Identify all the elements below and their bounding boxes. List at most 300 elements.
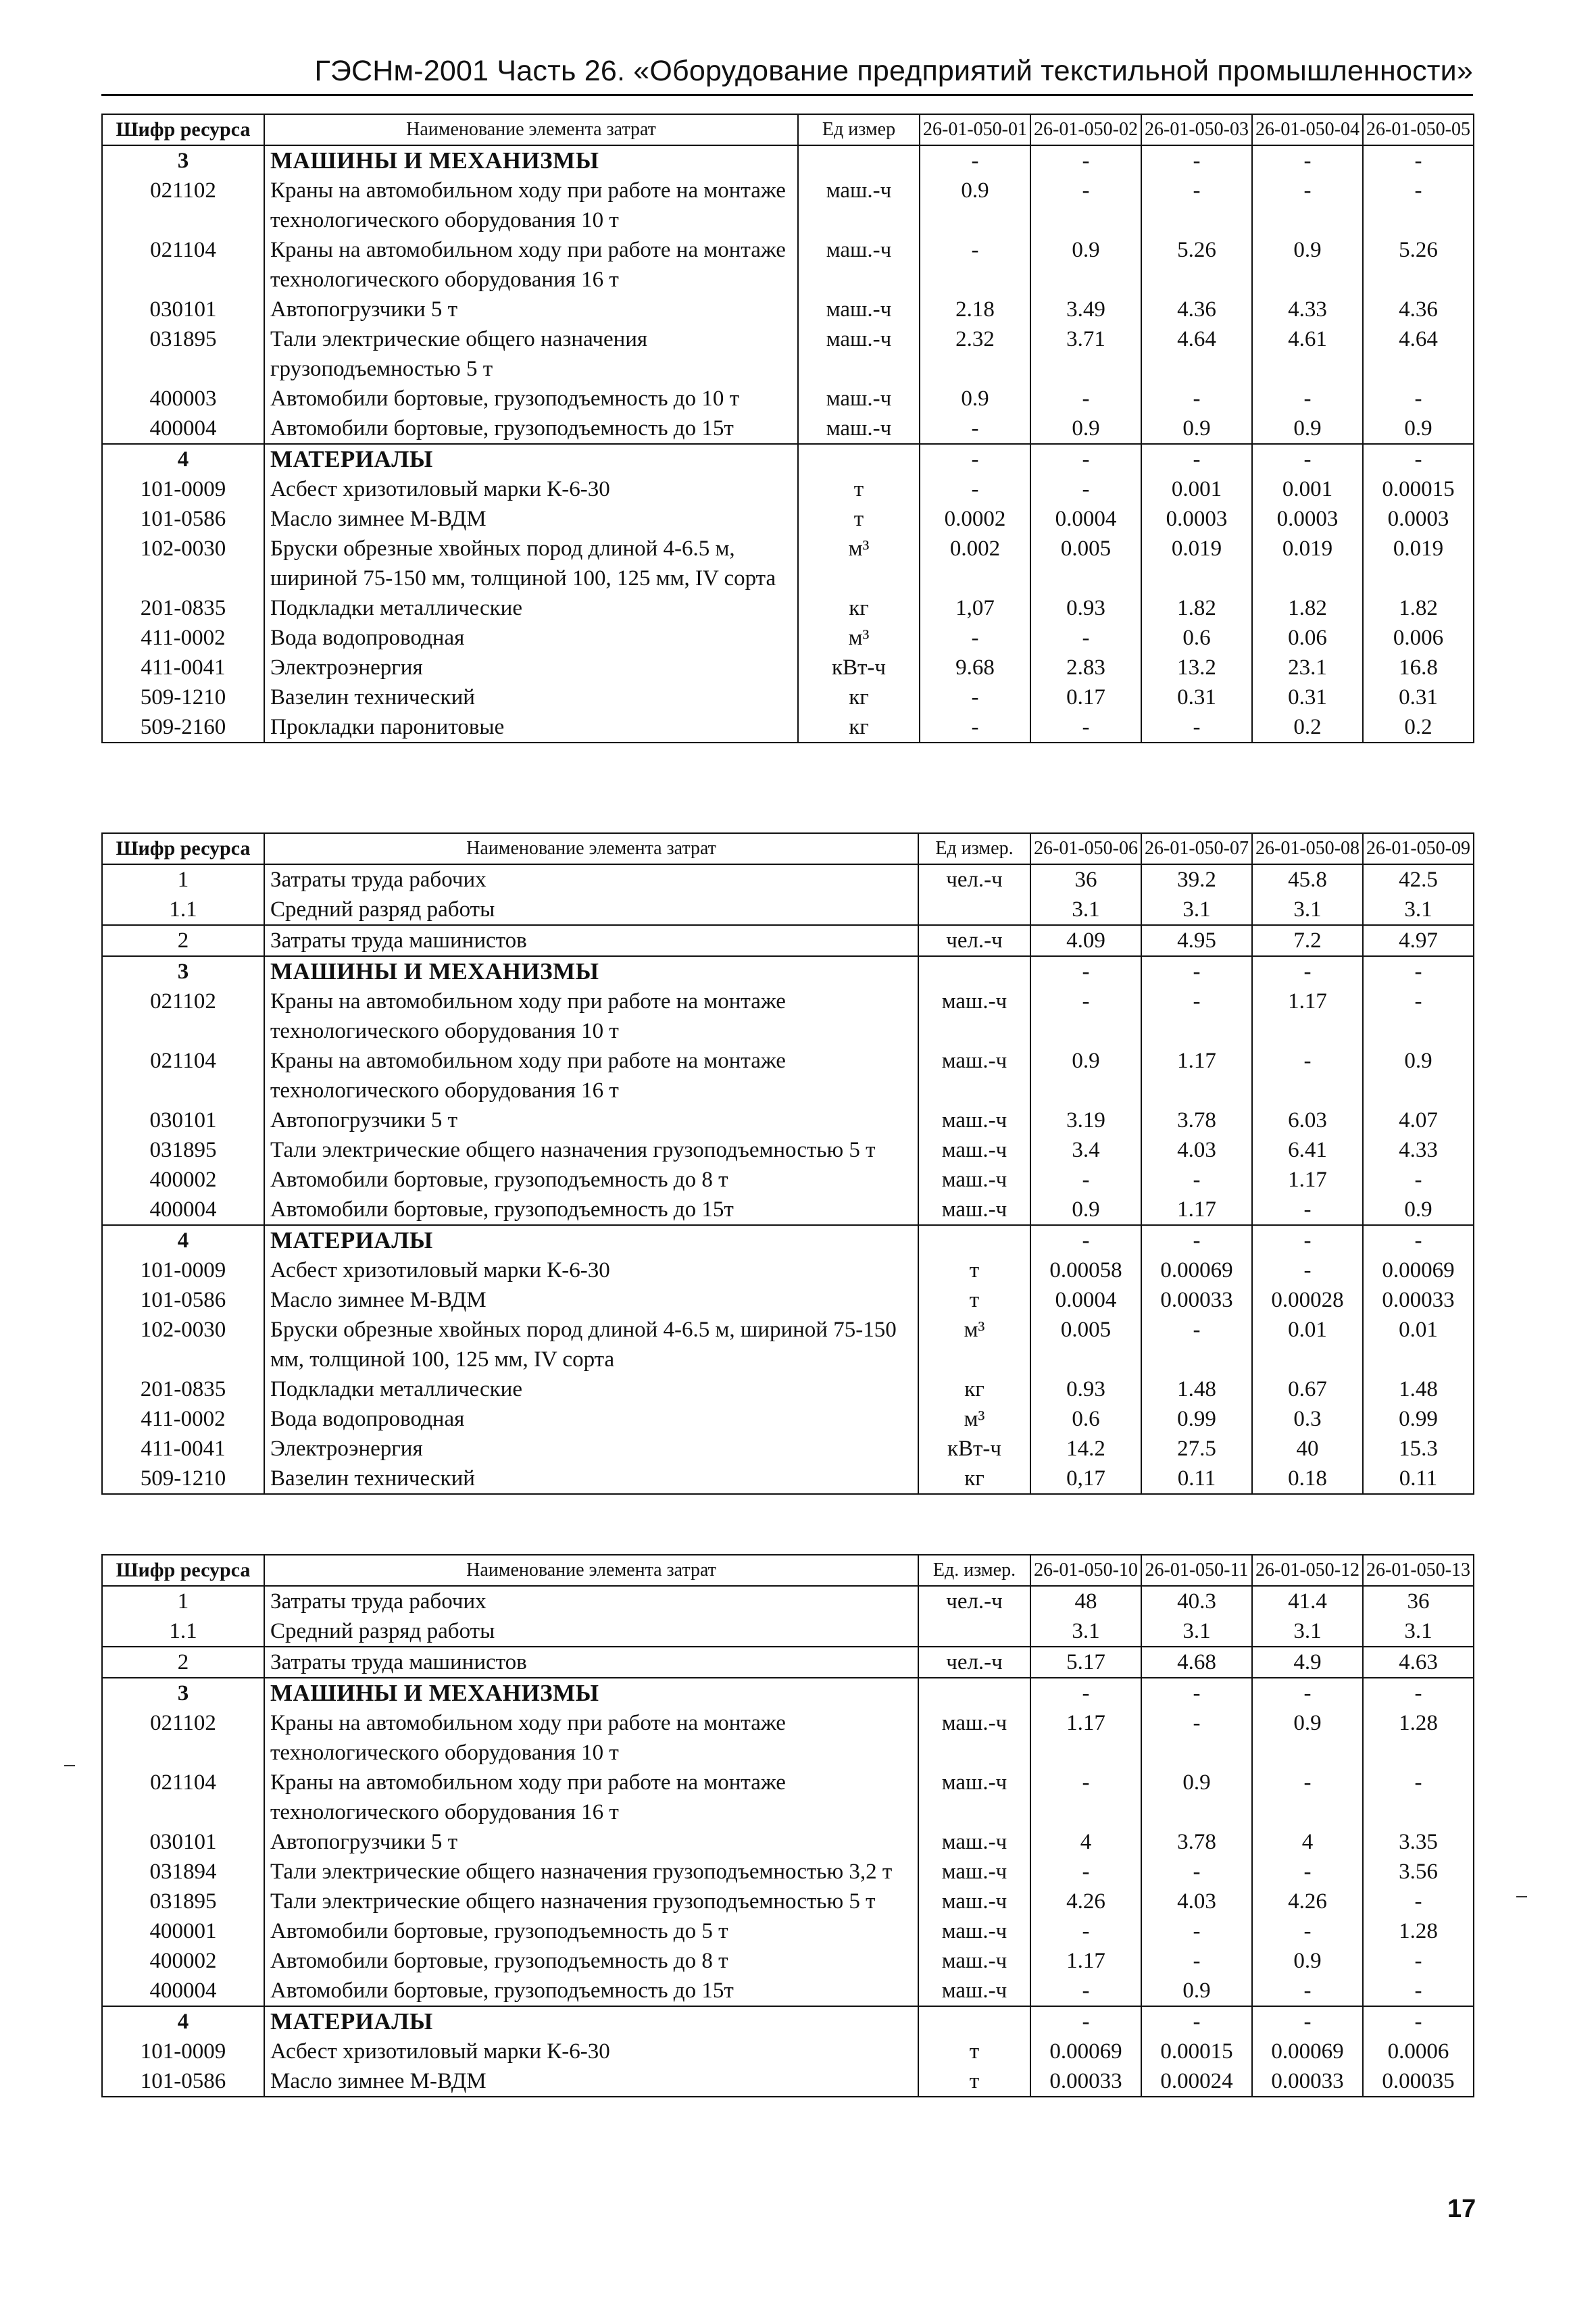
header-row xyxy=(102,1555,1474,1586)
resource-table-2 xyxy=(101,832,1474,1495)
header-unit: Ед. измер. xyxy=(918,1555,1030,1586)
rate-value: - xyxy=(1030,1768,1141,1827)
rate-value: 0.00028 xyxy=(1252,1285,1363,1315)
resource-code: 411-0002 xyxy=(102,623,264,653)
rate-value: 0.9 xyxy=(1252,1946,1363,1976)
rate-value: 0.6 xyxy=(1030,1404,1141,1434)
table-row xyxy=(102,534,1474,593)
rate-value: 0.00033 xyxy=(1252,2066,1363,2097)
cost-element-name: Автомобили бортовые, грузоподъемность до 15т xyxy=(264,1195,918,1225)
header-rate-code: 26-01-050-04 xyxy=(1252,114,1363,145)
section-row xyxy=(102,2006,1474,2037)
rate-value: - xyxy=(1030,1678,1141,1708)
rate-value: 0.002 xyxy=(920,534,1030,593)
rate-value: 3.4 xyxy=(1030,1135,1141,1165)
unit-of-measure: маш.-ч xyxy=(918,987,1030,1046)
unit-of-measure: маш.-ч xyxy=(918,1135,1030,1165)
rate-value: - xyxy=(1030,145,1141,176)
rate-value: 1.82 xyxy=(1252,593,1363,623)
cost-element-name: Масло зимнее М-ВДМ xyxy=(264,2066,918,2097)
unit-of-measure: маш.-ч xyxy=(918,1916,1030,1946)
unit-of-measure: маш.-ч xyxy=(798,414,920,444)
rate-value: 16.8 xyxy=(1363,653,1474,682)
rate-value: - xyxy=(1141,384,1252,414)
rate-value: 5.26 xyxy=(1363,235,1474,295)
rate-value: 0.0004 xyxy=(1030,1285,1141,1315)
rate-value: - xyxy=(1030,1976,1141,2006)
cost-element-name: Асбест хризотиловый марки К-6-30 xyxy=(264,2037,918,2066)
header-rate-code: 26-01-050-02 xyxy=(1030,114,1141,145)
rate-value: - xyxy=(1363,2006,1474,2037)
rate-value: 9.68 xyxy=(920,653,1030,682)
resource-code: 021102 xyxy=(102,1708,264,1768)
rate-value: 13.2 xyxy=(1141,653,1252,682)
rate-value: 3.56 xyxy=(1363,1857,1474,1887)
cost-element-name: Подкладки металлические xyxy=(264,1374,918,1404)
resource-table-3 xyxy=(101,1554,1474,2097)
resource-code: 509-1210 xyxy=(102,682,264,712)
resource-code: 031894 xyxy=(102,1857,264,1887)
rate-value: 3.1 xyxy=(1030,895,1141,925)
rate-value: 7.2 xyxy=(1252,925,1363,956)
rate-value: - xyxy=(920,145,1030,176)
rate-value: - xyxy=(1252,444,1363,474)
unit-of-measure: маш.-ч xyxy=(918,1105,1030,1135)
resource-code: 4 xyxy=(102,444,264,474)
unit-of-measure: маш.-ч xyxy=(798,295,920,324)
rate-value: - xyxy=(1030,1857,1141,1887)
rate-value: - xyxy=(1252,384,1363,414)
header-rate-code: 26-01-050-05 xyxy=(1363,114,1474,145)
cost-element-name: Краны на автомобильном ходу при работе на монтаже технологического оборудования 10 т xyxy=(264,1708,918,1768)
cost-element-name: Вазелин технический xyxy=(264,1464,918,1494)
resource-code: 021104 xyxy=(102,1768,264,1827)
rate-value: - xyxy=(1141,1225,1252,1255)
rate-value: 0.00069 xyxy=(1252,2037,1363,2066)
section-row xyxy=(102,1225,1474,1255)
unit-of-measure: маш.-ч xyxy=(798,176,920,235)
rate-value: - xyxy=(1363,145,1474,176)
cost-element-name: Бруски обрезные хвойных пород длиной 4-6.5 м, шириной 75-150 мм, толщиной 100, 125 мм, IV сорта xyxy=(264,534,798,593)
rate-value: 4.63 xyxy=(1363,1647,1474,1678)
table-body xyxy=(102,145,1474,743)
unit-of-measure: кг xyxy=(798,682,920,712)
resource-code: 4 xyxy=(102,1225,264,1255)
resource-code: 021104 xyxy=(102,235,264,295)
rate-value: 0.00015 xyxy=(1363,474,1474,504)
rate-value: 0.3 xyxy=(1252,1404,1363,1434)
rate-value: 4.95 xyxy=(1141,925,1252,956)
resource-code: 400002 xyxy=(102,1165,264,1195)
cost-element-name: Автомобили бортовые, грузоподъемность до 5 т xyxy=(264,1916,918,1946)
unit-of-measure: т xyxy=(918,2037,1030,2066)
rate-value: 0.0003 xyxy=(1141,504,1252,534)
cost-element-name: Тали электрические общего назначения грузоподъемностью 5 т xyxy=(264,324,798,384)
page-header xyxy=(101,51,1473,96)
rate-value: - xyxy=(1141,987,1252,1046)
resource-code: 1.1 xyxy=(102,895,264,925)
resource-code: 101-0586 xyxy=(102,1285,264,1315)
table-row xyxy=(102,295,1474,324)
rate-value: - xyxy=(1363,1946,1474,1976)
rate-value: 1.17 xyxy=(1030,1708,1141,1768)
rate-value: - xyxy=(1363,1887,1474,1916)
resource-code: 509-1210 xyxy=(102,1464,264,1494)
rate-value: 15.3 xyxy=(1363,1434,1474,1464)
rate-value: 0.6 xyxy=(1141,623,1252,653)
rate-value: 4.33 xyxy=(1252,295,1363,324)
resource-code: 021102 xyxy=(102,987,264,1046)
cost-element-name: Затраты труда машинистов xyxy=(264,1647,918,1678)
section-row xyxy=(102,444,1474,474)
cost-element-name: Тали электрические общего назначения грузоподъемностью 3,2 т xyxy=(264,1857,918,1887)
cost-element-name: Вода водопроводная xyxy=(264,623,798,653)
rate-value: 2.32 xyxy=(920,324,1030,384)
table-row xyxy=(102,235,1474,295)
margin-tick-right xyxy=(1516,1896,1527,1897)
rate-value: 40 xyxy=(1252,1434,1363,1464)
unit-of-measure: маш.-ч xyxy=(918,1827,1030,1857)
rate-value: - xyxy=(1363,956,1474,987)
rate-value: - xyxy=(1363,384,1474,414)
resource-code: 201-0835 xyxy=(102,593,264,623)
table-row xyxy=(102,1647,1474,1678)
rate-value: - xyxy=(920,414,1030,444)
rate-value: 4.33 xyxy=(1363,1135,1474,1165)
rate-value: 3.78 xyxy=(1141,1827,1252,1857)
cost-element-name: Асбест хризотиловый марки К-6-30 xyxy=(264,1255,918,1285)
rate-value: - xyxy=(1141,712,1252,743)
header-rate-code: 26-01-050-01 xyxy=(920,114,1030,145)
rate-value: 14.2 xyxy=(1030,1434,1141,1464)
rate-value: 0.93 xyxy=(1030,593,1141,623)
rate-value: - xyxy=(1141,176,1252,235)
rate-value: - xyxy=(1141,1946,1252,1976)
cost-element-name: МАТЕРИАЛЫ xyxy=(264,2006,918,2037)
rate-value: 3.71 xyxy=(1030,324,1141,384)
rate-value: - xyxy=(1030,176,1141,235)
rate-value: 0.00033 xyxy=(1363,1285,1474,1315)
rate-value: 0.9 xyxy=(1363,1195,1474,1225)
unit-of-measure: т xyxy=(918,1285,1030,1315)
rate-value: 1.28 xyxy=(1363,1708,1474,1768)
cost-element-name: МАТЕРИАЛЫ xyxy=(264,1225,918,1255)
header-rate-code: 26-01-050-11 xyxy=(1141,1555,1252,1586)
header-rate-code: 26-01-050-13 xyxy=(1363,1555,1474,1586)
resource-code: 1.1 xyxy=(102,1616,264,1647)
table-row xyxy=(102,384,1474,414)
rate-value: 0.9 xyxy=(1363,414,1474,444)
rate-value: 0.17 xyxy=(1030,682,1141,712)
unit-of-measure: маш.-ч xyxy=(918,1857,1030,1887)
resource-code: 400004 xyxy=(102,414,264,444)
table-row xyxy=(102,1768,1474,1827)
unit-of-measure xyxy=(798,444,920,474)
table-row xyxy=(102,1315,1474,1374)
cost-element-name: Затраты труда машинистов xyxy=(264,925,918,956)
resource-code: 101-0586 xyxy=(102,2066,264,2097)
unit-of-measure: чел.-ч xyxy=(918,1647,1030,1678)
rate-value: 0.06 xyxy=(1252,623,1363,653)
cost-element-name: Масло зимнее М-ВДМ xyxy=(264,504,798,534)
cost-element-name: МАТЕРИАЛЫ xyxy=(264,444,798,474)
cost-element-name: Автомобили бортовые, грузоподъемность до 10 т xyxy=(264,384,798,414)
rate-value: - xyxy=(1030,712,1141,743)
rate-value: 0.93 xyxy=(1030,1374,1141,1404)
table-row xyxy=(102,682,1474,712)
margin-tick-left xyxy=(64,1765,75,1766)
table-row xyxy=(102,474,1474,504)
rate-value: - xyxy=(1252,1976,1363,2006)
rate-value: - xyxy=(920,682,1030,712)
cost-element-name: Автомобили бортовые, грузоподъемность до 8 т xyxy=(264,1165,918,1195)
unit-of-measure: чел.-ч xyxy=(918,925,1030,956)
rate-value: - xyxy=(1141,1678,1252,1708)
rate-value: - xyxy=(1141,1165,1252,1195)
rate-value: 0.2 xyxy=(1252,712,1363,743)
table-row xyxy=(102,1586,1474,1616)
rate-value: - xyxy=(1252,1046,1363,1105)
rate-value: 0.0003 xyxy=(1363,504,1474,534)
page-title: ГЭСНм-2001 Часть 26. «Оборудование предприятий текстильной промышленности» xyxy=(314,55,1473,87)
rate-value: 1.82 xyxy=(1363,593,1474,623)
unit-of-measure: кг xyxy=(798,593,920,623)
table-row xyxy=(102,1105,1474,1135)
rate-value: 0.9 xyxy=(1030,1046,1141,1105)
rate-value: 0.9 xyxy=(1141,1768,1252,1827)
rate-value: 0.31 xyxy=(1141,682,1252,712)
unit-of-measure: маш.-ч xyxy=(918,1946,1030,1976)
rate-value: - xyxy=(1252,1857,1363,1887)
unit-of-measure: маш.-ч xyxy=(918,1708,1030,1768)
rate-value: 1,07 xyxy=(920,593,1030,623)
rate-value: - xyxy=(1141,444,1252,474)
rate-value: 0.67 xyxy=(1252,1374,1363,1404)
rate-value: - xyxy=(1141,1315,1252,1374)
rate-value: 6.03 xyxy=(1252,1105,1363,1135)
table-row xyxy=(102,1916,1474,1946)
rate-value: - xyxy=(1141,1857,1252,1887)
rate-value: - xyxy=(1363,1678,1474,1708)
cost-element-name: Электроэнергия xyxy=(264,653,798,682)
rate-value: 0.00069 xyxy=(1030,2037,1141,2066)
rate-value: 0.11 xyxy=(1141,1464,1252,1494)
header-code: Шифр ресурса xyxy=(102,114,264,145)
cost-element-name: МАШИНЫ И МЕХАНИЗМЫ xyxy=(264,145,798,176)
rate-value: 1.17 xyxy=(1252,987,1363,1046)
rate-value: 3.19 xyxy=(1030,1105,1141,1135)
resource-code: 021104 xyxy=(102,1046,264,1105)
resource-table-1 xyxy=(101,114,1474,743)
rate-value: 39.2 xyxy=(1141,864,1252,895)
table-row xyxy=(102,593,1474,623)
unit-of-measure: т xyxy=(798,504,920,534)
rate-value: 0.001 xyxy=(1141,474,1252,504)
rate-value: 5.26 xyxy=(1141,235,1252,295)
unit-of-measure: маш.-ч xyxy=(918,1976,1030,2006)
rate-value: - xyxy=(1030,956,1141,987)
header-unit: Ед измер xyxy=(798,114,920,145)
resource-code: 101-0009 xyxy=(102,474,264,504)
rate-value: 0.005 xyxy=(1030,1315,1141,1374)
table-row xyxy=(102,1046,1474,1105)
rate-value: 0.11 xyxy=(1363,1464,1474,1494)
table-row xyxy=(102,864,1474,895)
resource-code: 102-0030 xyxy=(102,1315,264,1374)
resource-code: 400004 xyxy=(102,1195,264,1225)
rate-value: 1.48 xyxy=(1141,1374,1252,1404)
cost-element-name: Краны на автомобильном ходу при работе на монтаже технологического оборудования 10 т xyxy=(264,987,918,1046)
rate-value: 6.41 xyxy=(1252,1135,1363,1165)
rate-value: 42.5 xyxy=(1363,864,1474,895)
table-row xyxy=(102,1135,1474,1165)
rate-value: 4.03 xyxy=(1141,1887,1252,1916)
rate-value: - xyxy=(1141,1916,1252,1946)
unit-of-measure: маш.-ч xyxy=(798,384,920,414)
rate-value: - xyxy=(920,623,1030,653)
rate-value: - xyxy=(1030,1165,1141,1195)
rate-value: - xyxy=(1141,1708,1252,1768)
rate-value: - xyxy=(1252,1225,1363,1255)
rate-value: 1.17 xyxy=(1030,1946,1141,1976)
rate-value: 0.9 xyxy=(1141,414,1252,444)
table-row xyxy=(102,1195,1474,1225)
rate-value: 27.5 xyxy=(1141,1434,1252,1464)
resource-code: 3 xyxy=(102,1678,264,1708)
section-row xyxy=(102,1678,1474,1708)
cost-element-name: Средний разряд работы xyxy=(264,1616,918,1647)
unit-of-measure: маш.-ч xyxy=(918,1165,1030,1195)
resource-code: 411-0041 xyxy=(102,1434,264,1464)
table-row xyxy=(102,1464,1474,1494)
rate-value: 5.17 xyxy=(1030,1647,1141,1678)
rate-value: 36 xyxy=(1030,864,1141,895)
cost-element-name: Прокладки паронитовые xyxy=(264,712,798,743)
rate-value: - xyxy=(1363,1225,1474,1255)
rate-value: 3.1 xyxy=(1363,1616,1474,1647)
header-name: Наименование элемента затрат xyxy=(264,1555,918,1586)
rate-value: 0.9 xyxy=(1252,1708,1363,1768)
unit-of-measure xyxy=(918,1678,1030,1708)
rate-value: 0.9 xyxy=(1141,1976,1252,2006)
table-row xyxy=(102,653,1474,682)
rate-value: 3.1 xyxy=(1363,895,1474,925)
cost-element-name: Автомобили бортовые, грузоподъемность до 15т xyxy=(264,1976,918,2006)
rate-value: 1.48 xyxy=(1363,1374,1474,1404)
resource-code: 400004 xyxy=(102,1976,264,2006)
rate-value: 1.17 xyxy=(1141,1046,1252,1105)
rate-value: - xyxy=(1252,1916,1363,1946)
table-row xyxy=(102,1976,1474,2006)
header-rate-code: 26-01-050-08 xyxy=(1252,833,1363,864)
unit-of-measure: м³ xyxy=(798,623,920,653)
rate-value: 0.9 xyxy=(1030,414,1141,444)
table-row xyxy=(102,324,1474,384)
rate-value: 0.9 xyxy=(1252,235,1363,295)
resource-code: 2 xyxy=(102,925,264,956)
rate-value: 0.00035 xyxy=(1363,2066,1474,2097)
rate-value: - xyxy=(1030,1916,1141,1946)
rate-value: 0.31 xyxy=(1363,682,1474,712)
rate-value: 2.83 xyxy=(1030,653,1141,682)
rate-value: 0.9 xyxy=(1252,414,1363,444)
cost-element-name: Тали электрические общего назначения грузоподъемностью 5 т xyxy=(264,1135,918,1165)
resource-code: 030101 xyxy=(102,1827,264,1857)
rate-value: 0.31 xyxy=(1252,682,1363,712)
header-rate-code: 26-01-050-10 xyxy=(1030,1555,1141,1586)
unit-of-measure xyxy=(918,1616,1030,1647)
rate-value: - xyxy=(1363,444,1474,474)
table-row xyxy=(102,1255,1474,1285)
rate-value: - xyxy=(920,474,1030,504)
rate-value: - xyxy=(1363,176,1474,235)
header-rate-code: 26-01-050-09 xyxy=(1363,833,1474,864)
resource-code: 031895 xyxy=(102,324,264,384)
rate-value: 4.26 xyxy=(1030,1887,1141,1916)
rate-value: 36 xyxy=(1363,1586,1474,1616)
unit-of-measure: т xyxy=(918,2066,1030,2097)
header-rate-code: 26-01-050-06 xyxy=(1030,833,1141,864)
rate-value: 0.0006 xyxy=(1363,2037,1474,2066)
rate-value: 0.9 xyxy=(920,176,1030,235)
cost-element-name: Краны на автомобильном ходу при работе на монтаже технологического оборудования 16 т xyxy=(264,1768,918,1827)
rate-value: 1.17 xyxy=(1141,1195,1252,1225)
rate-value: 3.49 xyxy=(1030,295,1141,324)
resource-code: 101-0586 xyxy=(102,504,264,534)
cost-element-name: Автопогрузчики 5 т xyxy=(264,295,798,324)
resource-code: 400001 xyxy=(102,1916,264,1946)
rate-value: 0.00033 xyxy=(1141,1285,1252,1315)
unit-of-measure: т xyxy=(918,1255,1030,1285)
table-row xyxy=(102,712,1474,743)
rate-value: 0.019 xyxy=(1252,534,1363,593)
rate-value: - xyxy=(1030,474,1141,504)
cost-element-name: Бруски обрезные хвойных пород длиной 4-6.5 м, шириной 75-150 мм, толщиной 100, 125 мм, IV сорта xyxy=(264,1315,918,1374)
unit-of-measure: чел.-ч xyxy=(918,864,1030,895)
header-row xyxy=(102,114,1474,145)
rate-value: 4.36 xyxy=(1363,295,1474,324)
table-row xyxy=(102,1374,1474,1404)
resource-code: 400002 xyxy=(102,1946,264,1976)
rate-value: 4.26 xyxy=(1252,1887,1363,1916)
header-rate-code: 26-01-050-03 xyxy=(1141,114,1252,145)
resource-code: 1 xyxy=(102,864,264,895)
cost-element-name: Масло зимнее М-ВДМ xyxy=(264,1285,918,1315)
table-row xyxy=(102,504,1474,534)
resource-code: 201-0835 xyxy=(102,1374,264,1404)
rate-value: - xyxy=(1141,2006,1252,2037)
rate-value: 0.0004 xyxy=(1030,504,1141,534)
header-code: Шифр ресурса xyxy=(102,1555,264,1586)
unit-of-measure: м³ xyxy=(918,1315,1030,1374)
header-rate-code: 26-01-050-12 xyxy=(1252,1555,1363,1586)
unit-of-measure: маш.-ч xyxy=(918,1195,1030,1225)
unit-of-measure: кг xyxy=(918,1464,1030,1494)
rate-value: 1.28 xyxy=(1363,1916,1474,1946)
rate-value: 23.1 xyxy=(1252,653,1363,682)
cost-element-name: Тали электрические общего назначения грузоподъемностью 5 т xyxy=(264,1887,918,1916)
rate-value: 0.01 xyxy=(1252,1315,1363,1374)
cost-element-name: Затраты труда рабочих xyxy=(264,864,918,895)
rate-value: 4 xyxy=(1030,1827,1141,1857)
rate-value: 0.00058 xyxy=(1030,1255,1141,1285)
resource-code: 1 xyxy=(102,1586,264,1616)
unit-of-measure xyxy=(918,2006,1030,2037)
table-row xyxy=(102,2066,1474,2097)
unit-of-measure: м³ xyxy=(918,1404,1030,1434)
rate-value: 0.00069 xyxy=(1363,1255,1474,1285)
resource-code: 3 xyxy=(102,956,264,987)
